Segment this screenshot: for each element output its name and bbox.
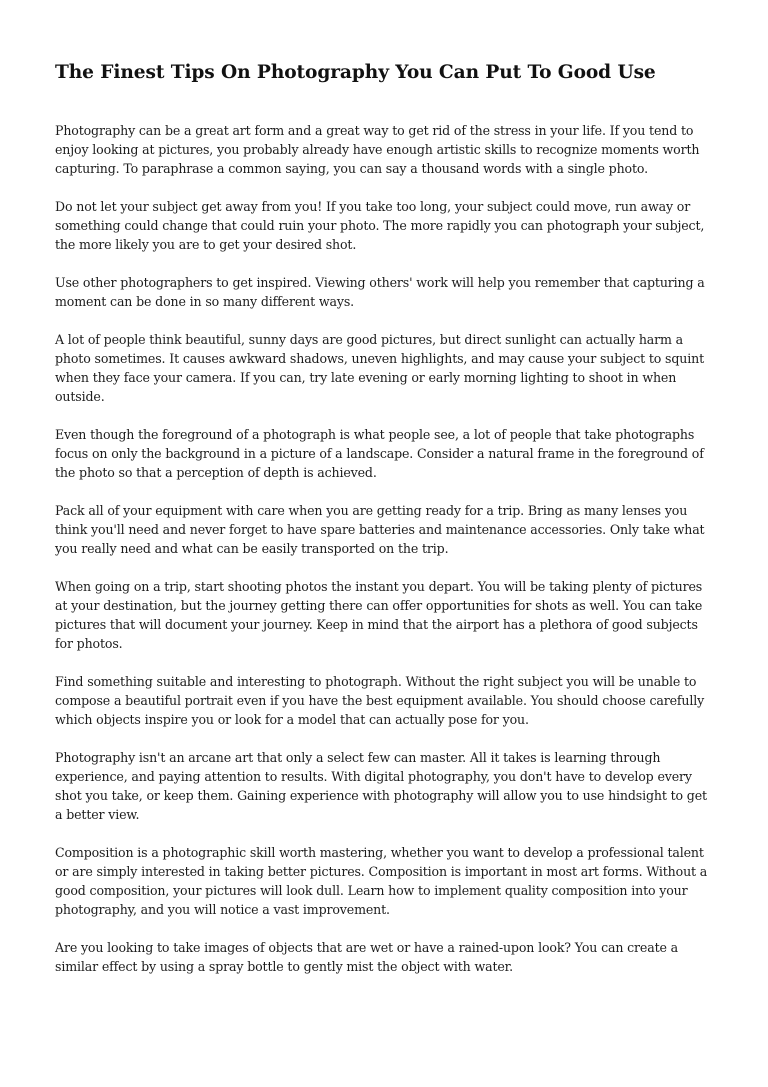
paragraph: Pack all of your equipment with care when you are getting ready for a trip. Bring as many lenses you think you'll need and never forget to have spare batteries and maintenance accessories. Only take what you really need and what can be easily transported on the trip. [55, 503, 705, 556]
paragraph: Composition is a photographic skill worth mastering, whether you want to develop a professional talent or are simply interested in taking better pictures. Composition is important in most art forms. Without a good composition, your pictures will look dull. Learn how to implement quality composition into your photography, and you will notice a vast improvement. [55, 845, 708, 917]
paragraph: Photography can be a great art form and a great way to get rid of the stress in your life. If you tend to enjoy looking at pictures, you probably already have enough artistic skills to recognize moments worth capturing. To paraphrase a common saying, you can say a thousand words with a single photo. [55, 123, 700, 176]
paragraph: Are you looking to take images of objects that are wet or have a rained-upon look? You can create a similar effect by using a spray bottle to gently mist the object with water. [55, 940, 679, 974]
paragraph: Use other photographers to get inspired. Viewing others' work will help you remember that capturing a moment can be done in so many different ways. [55, 275, 705, 309]
paragraph: Do not let your subject get away from you! If you take too long, your subject could move, run away or something could change that could ruin your photo. The more rapidly you can photograph your subject, the more likely you are to get your desired shot. [55, 199, 705, 252]
paragraph: Photography isn't an arcane art that only a select few can master. All it takes is learning through experience, and paying attention to results. With digital photography, you don't have to develop every shot you take, or keep them. Gaining experience with photography will allow you to use hindsight to get a better view. [55, 750, 707, 822]
document-title: The Finest Tips On Photography You Can Put To Good Use [55, 62, 656, 83]
paragraph: When going on a trip, start shooting photos the instant you depart. You will be taking plenty of pictures at your destination, but the journey getting there can offer opportunities for shots as well. You can take pictures that will document your journey. Keep in mind that the airport has a plethora of good subjects for photos. [55, 579, 703, 651]
paragraph: Find something suitable and interesting to photograph. Without the right subject you will be unable to compose a beautiful portrait even if you have the best equipment available. You should choose carefully which objects inspire you or look for a model that can actually pose for you. [55, 674, 705, 727]
document-body [55, 121, 715, 995]
paragraph: A lot of people think beautiful, sunny days are good pictures, but direct sunlight can actually harm a photo sometimes. It causes awkward shadows, uneven highlights, and may cause your subject to squint when they face your camera. If you can, try late evening or early morning lighting to shoot in when outside. [55, 332, 704, 404]
paragraph: Even though the foreground of a photograph is what people see, a lot of people that take photographs focus on only the background in a picture of a landscape. Consider a natural frame in the foreground of the photo so that a perception of depth is achieved. [55, 427, 704, 480]
